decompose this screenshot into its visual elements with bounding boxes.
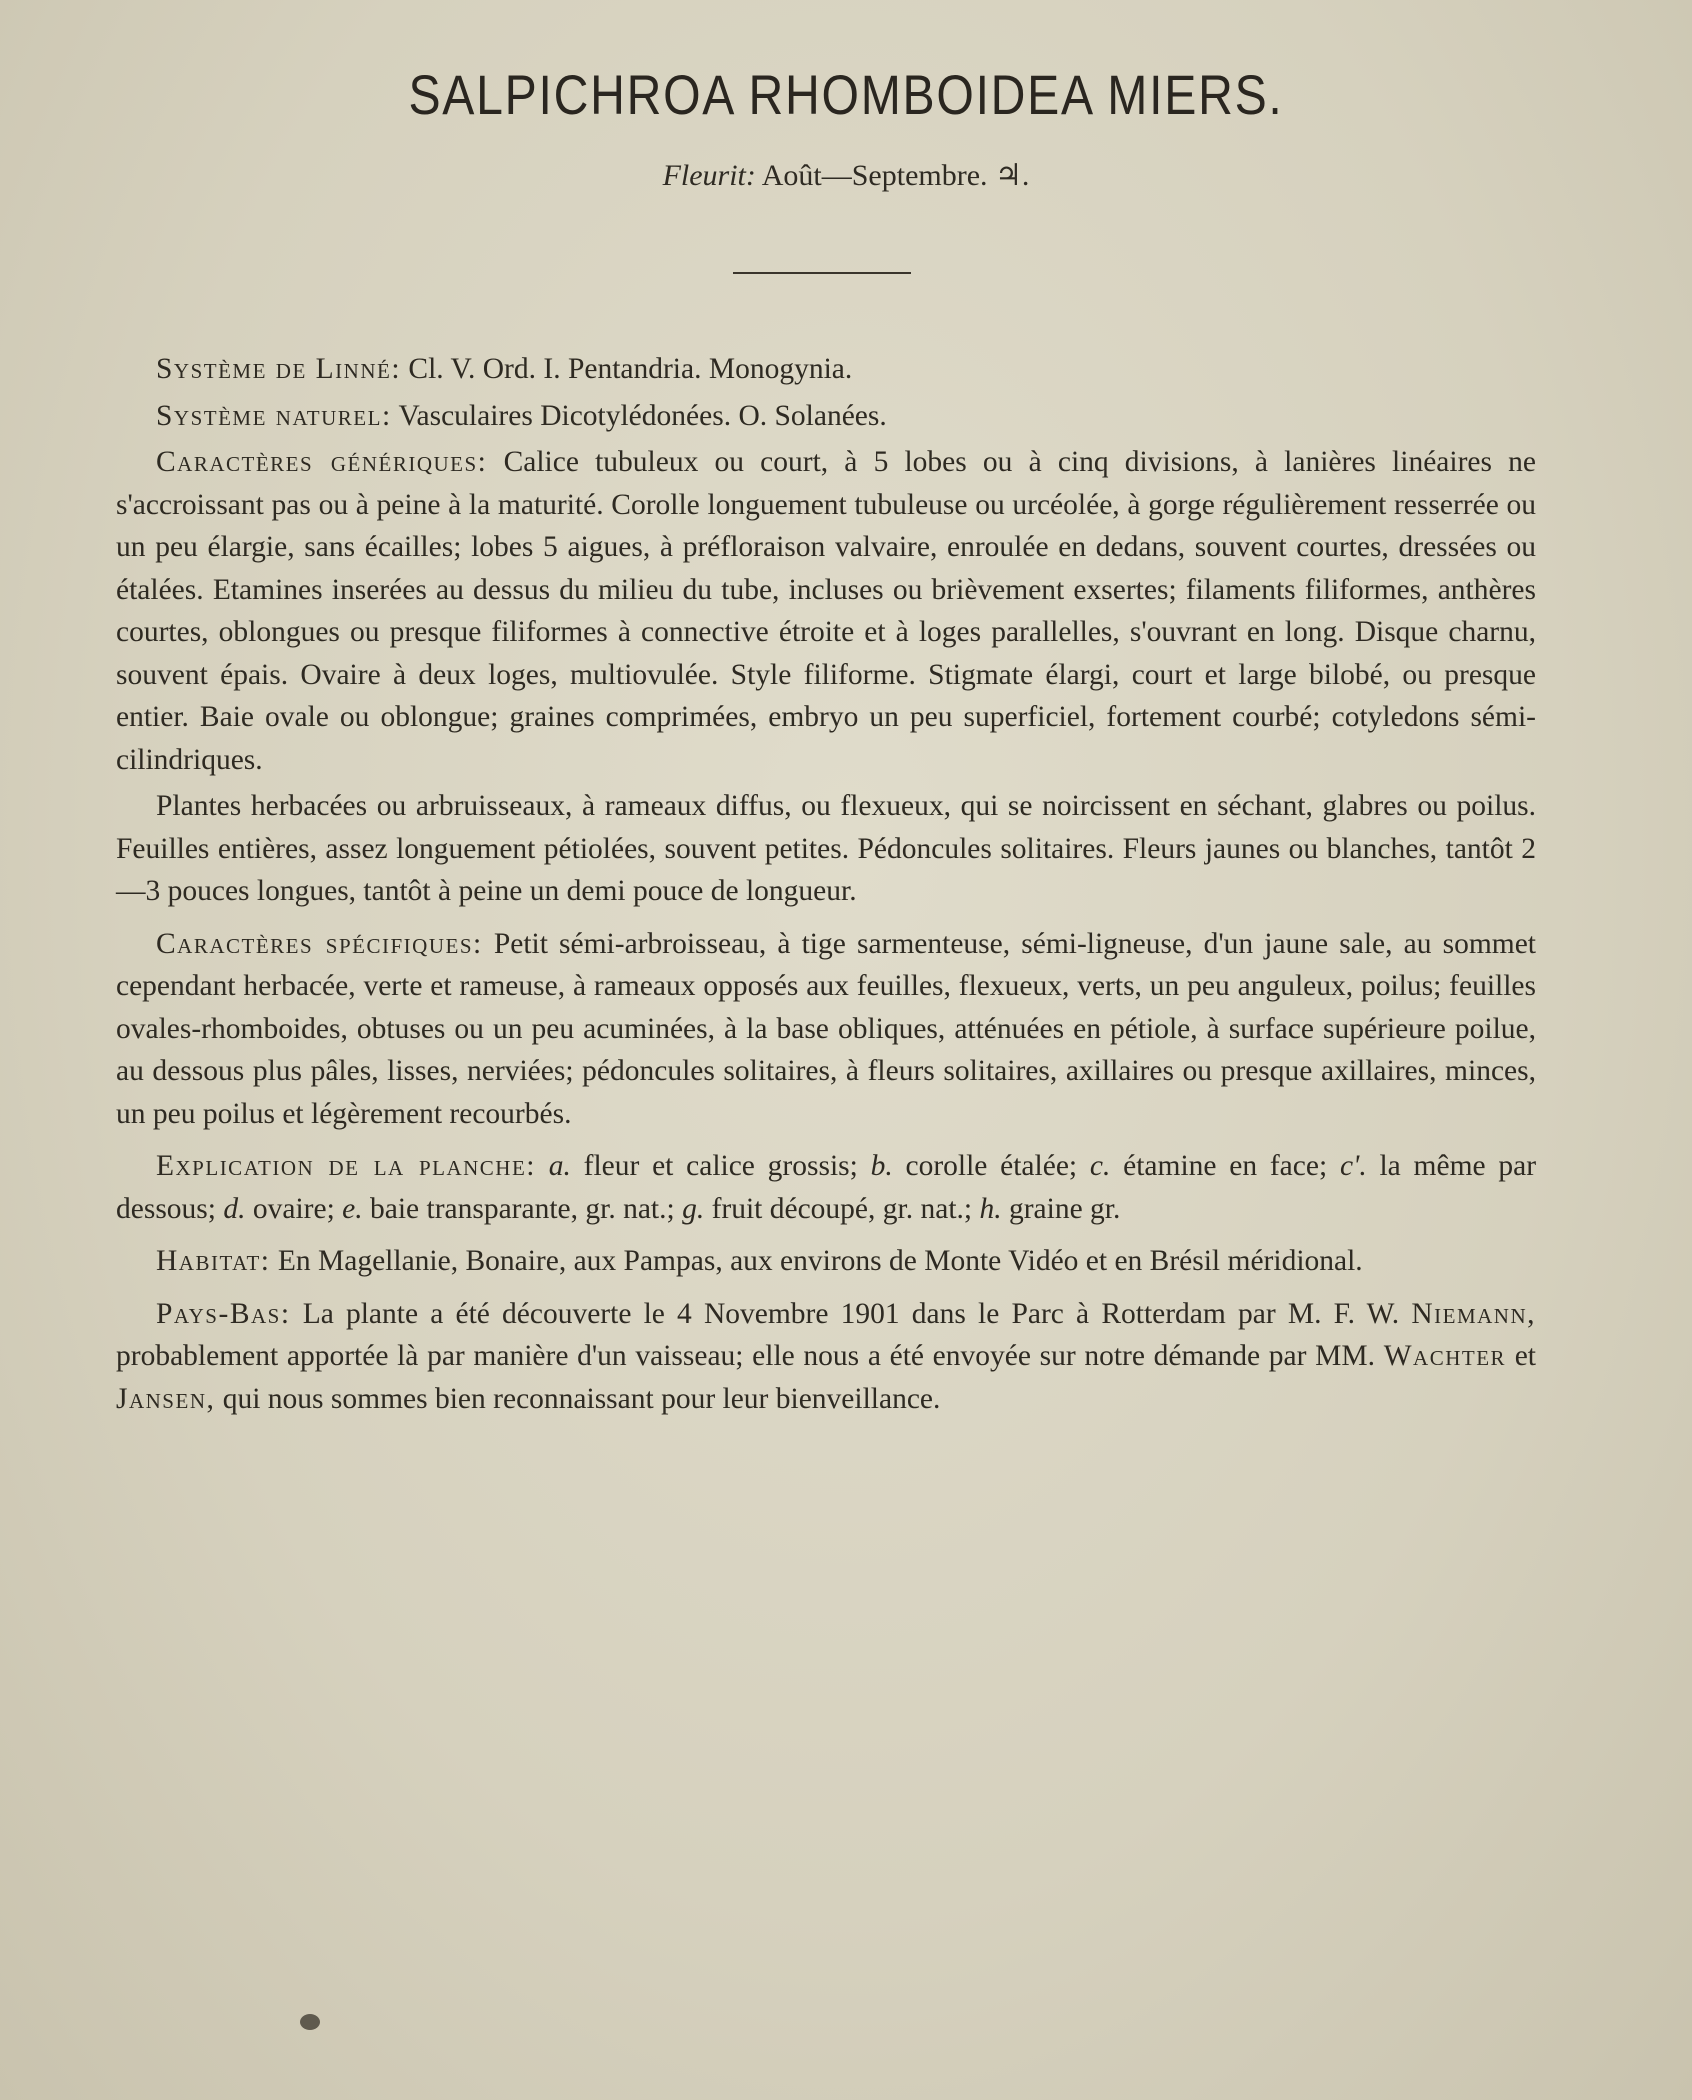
label-explication: Explication de la planche: [156,1150,536,1182]
label-linne: Système de Linné: [156,353,402,385]
ink-spot [300,2014,320,2030]
person-niemann: Niemann, [1411,1297,1537,1330]
paragraph-linne [116,348,1536,391]
text-paysbas-2: probablement apportée là par manière d'un vaisseau; elle nous a été envoyée sur notre démande par MM. [116,1340,1375,1372]
plate-key-e: e. [342,1192,363,1225]
person-wachter: Wachter [1383,1340,1507,1372]
plate-text-g: fruit découpé, gr. nat.; [711,1192,973,1225]
plate-key-d: d. [223,1192,246,1225]
text-linne: Cl. V. Ord. I. Pentandria. Monogynia. [408,353,853,385]
paragraph-habitat [116,1240,1536,1283]
text-naturel: Vasculaires Dicotylédonées. O. Solanées. [398,399,887,432]
label-specifiques: Caractères spécifiques: [156,927,483,960]
plate-key-a: a. [548,1150,571,1182]
label-paysbas: Pays-Bas: [156,1297,291,1330]
flowering-value: Août—Septembre. ♃. [761,159,1030,192]
label-naturel: Système naturel: [156,399,392,432]
title-divider [733,272,911,274]
text-paysbas-3: et [1514,1340,1537,1372]
body-text [116,348,1536,1430]
paragraph-plantes [116,785,1536,913]
plate-text-c2: la même par dessous; [116,1150,1537,1225]
plate-key-b: b. [870,1150,893,1182]
plate-text-h: graine gr. [1008,1192,1121,1225]
paragraph-specifiques [116,923,1536,1136]
text-paysbas-4: qui nous sommes bien reconnaissant pour leur bienveillance. [222,1382,941,1415]
paragraph-explication [116,1145,1536,1230]
plate-text-a: fleur et calice grossis; [583,1150,858,1182]
paragraph-naturel [116,395,1536,438]
label-habitat: Habitat: [156,1245,271,1277]
person-jansen: Jansen, [116,1382,216,1415]
label-generiques: Caractères génériques: [156,446,488,478]
plate-text-d: ovaire; [252,1192,335,1225]
plate-text-c: étamine en face; [1123,1150,1328,1182]
plate-text-e: baie transparante, gr. nat.; [369,1192,675,1225]
plate-text-b: corolle étalée; [905,1150,1078,1182]
page-title: SALPICHROA RHOMBOIDEA MIERS. [408,63,1284,126]
paragraph-paysbas [116,1293,1536,1421]
paragraph-generiques [116,441,1536,781]
plate-key-c2: c'. [1339,1150,1367,1182]
plate-key-c: c. [1089,1150,1111,1182]
text-specifiques: Petit sémi-arbroisseau, à tige sarmenteuse, sémi-ligneuse, d'un jaune sale, au sommet cependant herbacée, verte et rameuse, à rameaux opposés aux feuilles, flexueux, verts, un peu anguleux, poilus; feuilles ovales-rhomboides, obtuses ou un peu acuminées, à la base obliques, atténuées en pétiole, à surface supérieure poilue, au dessous plus pâles, lisses, nerviées; pédoncules solitaires, à fleurs solitaires, axillaires ou presque axillaires, minces, un peu poilus et légèrement recourbés. [116,927,1536,1130]
flowering-label: Fleurit: [662,159,756,192]
plate-key-g: g. [682,1192,705,1225]
plate-key-h: h. [979,1192,1002,1225]
text-paysbas-1: La plante a été découverte le 4 Novembre 1901 dans le Parc à Rotterdam par M. F. W. [302,1297,1400,1330]
text-habitat: En Magellanie, Bonaire, aux Pampas, aux environs de Monte Vidéo et en Brésil méridional. [277,1245,1363,1277]
text-plantes: Plantes herbacées ou arbruisseaux, à rameaux diffus, ou flexueux, qui se noircissent en séchant, glabres ou poilus. Feuilles entières, assez longuement pétiolées, souvent petites. Pédoncules solitaires. Fleurs jaunes ou blanches, tantôt 2—3 pouces longues, tantôt à peine un demi pouce de longueur. [116,790,1536,907]
flowering-line [0,158,1692,193]
text-generiques: Calice tubuleux ou court, à 5 lobes ou à cinq divisions, à lanières linéaires ne s'accroissant pas ou à peine à la maturité. Corolle longuement tubuleuse ou urcéolée, à gorge régulièrement resserrée ou un peu élargie, sans écailles; lobes 5 aigues, à préfloraison valvaire, enroulée en dedans, souvent courtes, dressées ou étalées. Etamines inserées au dessus du milieu du tube, incluses ou brièvement exsertes; filaments filiformes, anthères courtes, oblongues ou presque filiformes à connective étroite et à loges parallelles, s'ouvrant en long. Disque charnu, souvent épais. Ovaire à deux loges, multiovulée. Style filiforme. Stigmate élargi, court et large bilobé, ou presque entier. Baie ovale ou oblongue; graines comprimées, embryo un peu superficiel, fortement courbé; cotyledons sémi-cilindriques. [116,446,1536,776]
